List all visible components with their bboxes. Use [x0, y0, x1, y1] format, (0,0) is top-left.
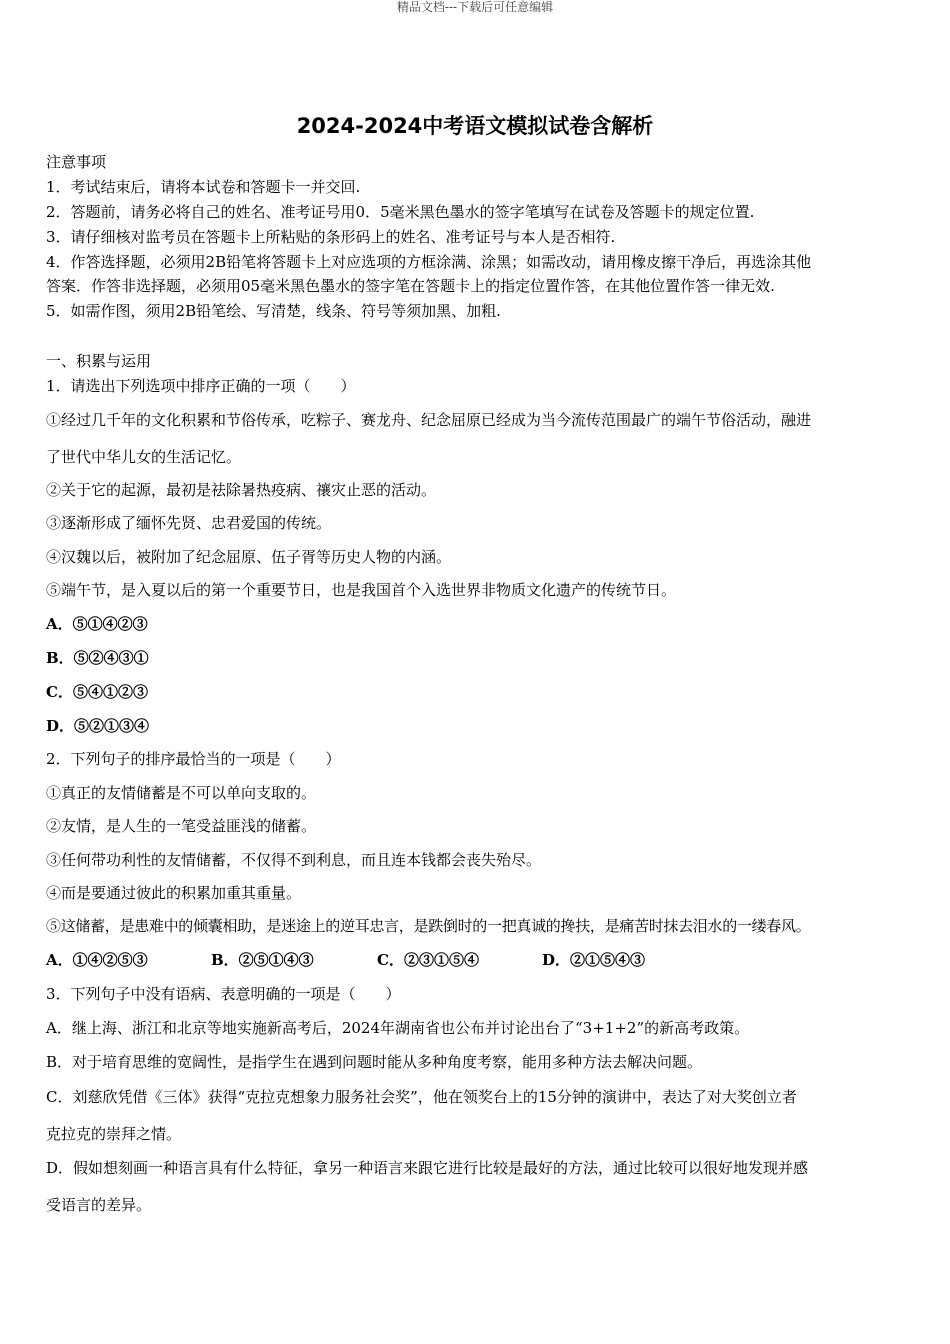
q2-option-d: D．②①⑤④③ — [542, 951, 646, 969]
q1-sentence-5: ⑤端午节，是入夏以后的第一个重要节日，也是我国首个入选世界非物质文化遗产的传统节日。 — [46, 581, 677, 599]
q2-stem: 2．下列句子的排序最恰当的一项是（ ） — [46, 750, 341, 768]
q1-option-c: C．⑤④①②③ — [46, 683, 148, 701]
notice-item: 2．答题前，请务必将自己的姓名、准考证号用0．5毫米黑色墨水的签字笔填写在试卷及答题卡的规定位置. — [46, 203, 755, 221]
notice-item: 4．作答选择题，必须用2B铅笔将答题卡上对应选项的方框涂满、涂黑；如需改动，请用橡皮擦干净后，再选涂其他 — [46, 253, 812, 271]
q3-option-c: C．刘慈欣凭借《三体》获得“克拉克想象力服务社会奖”，他在领奖台上的15分钟的演讲中，表达了对大奖创立者 — [46, 1088, 797, 1106]
q2-sentence-4: ④而是要通过彼此的积累加重其重量。 — [46, 884, 302, 902]
q1-option-b: B．⑤②④③① — [46, 649, 149, 667]
q3-option-c-cont: 克拉克的崇拜之情。 — [46, 1125, 182, 1143]
q1-stem: 1．请选出下列选项中排序正确的一项（ ） — [46, 377, 356, 395]
q2-sentence-5: ⑤这储蓄，是患难中的倾囊相助，是迷途上的逆耳忠言，是跌倒时的一把真诚的搀扶，是痛苦时抹去泪水的一缕春风。 — [46, 917, 811, 935]
q2-option-b: B．②⑤①④③ — [211, 951, 314, 969]
q1-sentence-2: ②关于它的起源，最初是祛除暑热疫病、禳灾止恶的活动。 — [46, 481, 437, 499]
q1-option-d: D．⑤②①③④ — [46, 717, 150, 735]
q2-sentence-1: ①真正的友情储蓄是不可以单向支取的。 — [46, 784, 317, 802]
notice-heading: 注意事项 — [46, 153, 107, 171]
q3-stem: 3．下列句子中没有语病、表意明确的一项是（ ） — [46, 985, 401, 1003]
q3-option-a: A．继上海、浙江和北京等地实施新高考后，2024年湖南省也公布并讨论出台了“3+1+2”的新高考政策。 — [46, 1019, 750, 1037]
q3-option-b: B．对于培育思维的宽阔性，是指学生在遇到问题时能从多种角度考察，能用多种方法去解决问题。 — [46, 1053, 703, 1071]
page-title: 2024-2024中考语文模拟试卷含解析 — [296, 114, 654, 138]
q1-option-a: A．⑤①④②③ — [46, 615, 148, 633]
notice-item: 答案．作答非选择题，必须用05毫米黑色墨水的签字笔在答题卡上的指定位置作答，在其他位置作答一律无效. — [46, 277, 775, 295]
page-header: 精品文档---下载后可任意编辑 — [396, 0, 554, 14]
q2-sentence-3: ③任何带功利性的友情储蓄，不仅得不到利息，而且连本钱都会丧失殆尽。 — [46, 851, 542, 869]
q3-option-d: D．假如想刻画一种语言具有什么特征，拿另一种语言来跟它进行比较是最好的方法，通过比较可以很好地发现并感 — [46, 1159, 809, 1177]
notice-item: 1．考试结束后，请将本试卷和答题卡一并交回. — [46, 178, 361, 196]
q1-sentence-4: ④汉魏以后，被附加了纪念屈原、伍子胥等历史人物的内涵。 — [46, 548, 452, 566]
q2-option-c: C．②③①⑤④ — [377, 951, 479, 969]
q2-option-a: A．①④②⑤③ — [46, 951, 148, 969]
q3-option-d-cont: 受语言的差异。 — [46, 1196, 152, 1214]
notice-item: 5．如需作图，须用2B铅笔绘、写清楚，线条、符号等须加黑、加粗. — [46, 302, 501, 320]
q1-sentence-3: ③逐渐形成了缅怀先贤、忠君爱国的传统。 — [46, 514, 332, 532]
q1-sentence-1: ①经过几千年的文化积累和节俗传承，吃粽子、赛龙舟、纪念屈原已经成为当今流传范围最广的端午节俗活动，融进 — [46, 411, 812, 429]
q2-sentence-2: ②友情，是人生的一笔受益匪浅的储蓄。 — [46, 817, 317, 835]
section-heading: 一、积累与运用 — [46, 352, 152, 370]
q1-sentence-1-cont: 了世代中华儿女的生活记忆。 — [46, 448, 242, 466]
notice-item: 3．请仔细核对监考员在答题卡上所粘贴的条形码上的姓名、准考证号与本人是否相符. — [46, 228, 616, 246]
